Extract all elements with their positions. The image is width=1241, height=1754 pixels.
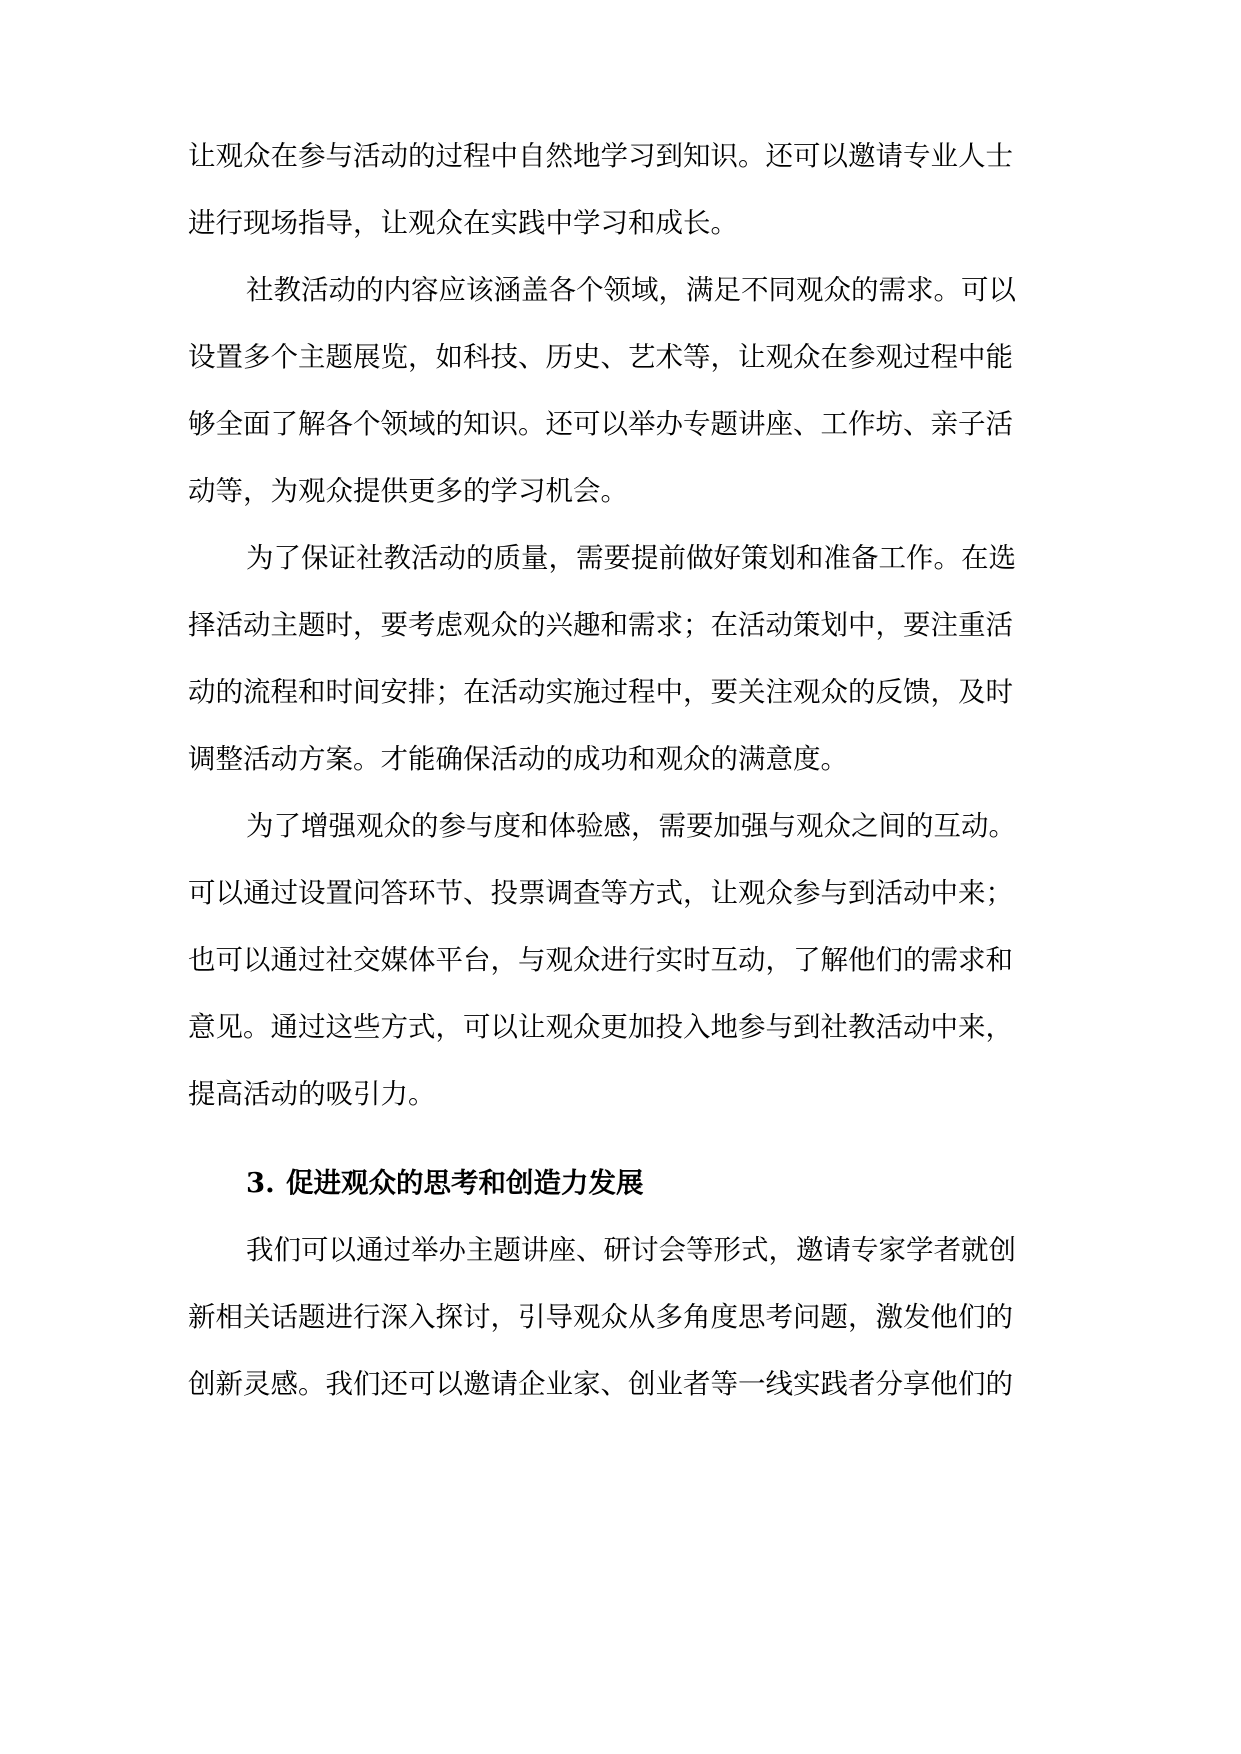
paragraph-2-line-4: 动等，为观众提供更多的学习机会。	[188, 475, 628, 507]
section-paragraph-line-1: 我们可以通过举办主题讲座、研讨会等形式，邀请专家学者就创	[246, 1234, 1016, 1266]
paragraph-2-line-3: 够全面了解各个领域的知识。还可以举办专题讲座、工作坊、亲子活	[188, 408, 1013, 440]
paragraph-4-line-2: 可以通过设置问答环节、投票调查等方式，让观众参与到活动中来；	[188, 877, 1013, 909]
paragraph-1-line-2: 进行现场指导，让观众在实践中学习和成长。	[188, 207, 738, 239]
paragraph-2-line-2: 设置多个主题展览，如科技、历史、艺术等，让观众在参观过程中能	[188, 341, 1013, 373]
paragraph-3-line-1: 为了保证社教活动的质量，需要提前做好策划和准备工作。在选	[246, 542, 1016, 574]
paragraph-3-line-2: 择活动主题时，要考虑观众的兴趣和需求；在活动策划中，要注重活	[188, 609, 1013, 641]
section-title: 促进观众的思考和创造力发展	[286, 1167, 644, 1199]
paragraph-4-line-4: 意见。通过这些方式，可以让观众更加投入地参与到社教活动中来，	[188, 1011, 1013, 1043]
paragraph-4-line-3: 也可以通过社交媒体平台，与观众进行实时互动，了解他们的需求和	[188, 944, 1013, 976]
section-number: 3.	[246, 1167, 275, 1199]
section-heading	[246, 1161, 1068, 1205]
section-paragraph-line-2: 新相关话题进行深入探讨，引导观众从多角度思考问题，激发他们的	[188, 1301, 1013, 1333]
paragraph-1-line-1: 让观众在参与活动的过程中自然地学习到知识。还可以邀请专业人士	[188, 140, 1013, 172]
paragraph-3-line-4: 调整活动方案。才能确保活动的成功和观众的满意度。	[188, 743, 848, 775]
paragraph-4-line-5: 提高活动的吸引力。	[188, 1078, 436, 1110]
paragraph-4-line-1: 为了增强观众的参与度和体验感，需要加强与观众之间的互动。	[246, 810, 1016, 842]
paragraph-2-line-1: 社教活动的内容应该涵盖各个领域，满足不同观众的需求。可以	[246, 274, 1016, 306]
paragraph-3-line-3: 动的流程和时间安排；在活动实施过程中，要关注观众的反馈，及时	[188, 676, 1013, 708]
section-paragraph-line-3: 创新灵感。我们还可以邀请企业家、创业者等一线实践者分享他们的	[188, 1368, 1013, 1400]
